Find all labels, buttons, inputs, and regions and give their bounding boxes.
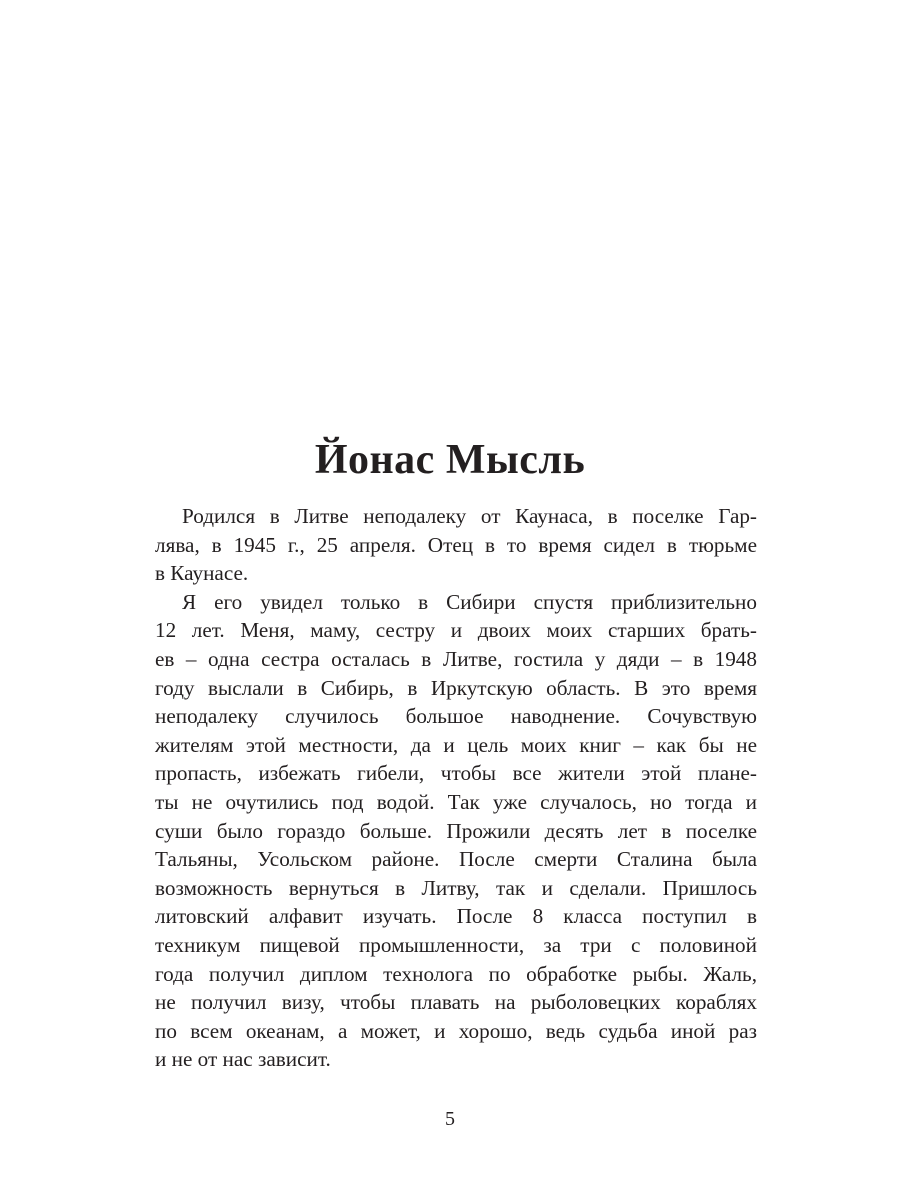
text-line: жителям этой местности, да и цель моих книг – как бы не: [155, 732, 757, 757]
text-line: суши было гораздо больше. Прожили десять лет в поселке: [155, 818, 757, 843]
text-line: Родился в Литве неподалеку от Каунаса, в поселке Гар-: [182, 504, 757, 528]
chapter-title: Йонас Мысль: [314, 437, 586, 483]
text-line: 12 лет. Меня, маму, сестру и двоих моих старших брать-: [155, 618, 757, 643]
text-line: возможность вернуться в Литву, так и сделали. Пришлось: [155, 875, 757, 900]
text-line: и не от нас зависит.: [155, 1047, 331, 1072]
text-line: по всем океанам, а может, и хорошо, ведь судьба иной раз: [155, 1018, 757, 1043]
text-line: ты не очутились под водой. Так уже случалось, но тогда и: [155, 789, 757, 814]
page-number: 5: [445, 1108, 455, 1130]
text-line: в Каунасе.: [155, 561, 249, 586]
text-line: ев – одна сестра осталась в Литве, гостила у дяди – в 1948: [155, 646, 757, 671]
text-line: лява, в 1945 г., 25 апреля. Отец в то время сидел в тюрьме: [155, 532, 757, 557]
text-line: году выслали в Сибирь, в Иркутскую область. В это время: [155, 675, 757, 700]
paragraph-2: [155, 588, 757, 1074]
body-text: [155, 502, 757, 1074]
text-line: неподалеку случилось большое наводнение. Сочувствую: [155, 704, 757, 729]
text-line: пропасть, избежать гибели, чтобы все жители этой плане-: [155, 761, 757, 786]
text-line: Тальяны, Усольском районе. После смерти Сталина была: [155, 847, 757, 872]
text-line: литовский алфавит изучать. После 8 класса поступил в: [155, 904, 757, 929]
text-line: года получил диплом технолога по обработке рыбы. Жаль,: [155, 961, 757, 986]
text-line: Я его увидел только в Сибири спустя приблизительно: [182, 589, 757, 614]
text-line: не получил визу, чтобы плавать на рыболовецких кораблях: [155, 990, 757, 1015]
paragraph-1: [155, 502, 757, 588]
text-line: техникум пищевой промышленности, за три с половиной: [155, 932, 757, 957]
